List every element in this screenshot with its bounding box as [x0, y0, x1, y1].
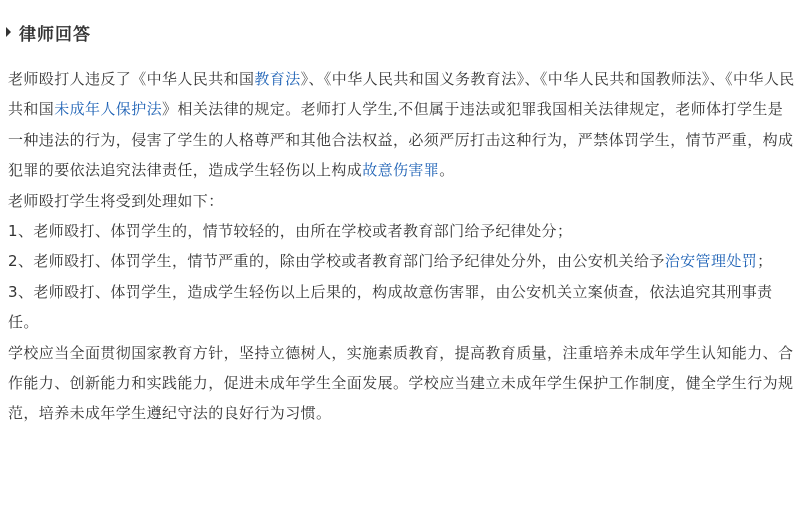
link-education-law[interactable]: 教育法 [254, 70, 301, 88]
paragraph-handling-intro: 老师殴打学生将受到处理如下： [8, 191, 224, 210]
link-intentional-injury[interactable]: 故意伤害罪 [362, 161, 440, 180]
section-header [6, 18, 91, 46]
link-minor-protection-law[interactable]: 未成年人保护法 [54, 100, 163, 119]
paragraph-item-3: 3、老师殴打、体罚学生，造成学生轻伤以上后果的，构成故意伤害罪，由公安机关立案侦查，依法追究其刑事责任。 [8, 282, 773, 332]
link-public-security-penalty[interactable]: 治安管理处罚 [664, 252, 758, 271]
paragraph-item-2 [8, 246, 798, 276]
caret-right-icon [6, 27, 11, 37]
text-segment: ； [757, 252, 773, 271]
text-segment: 老师殴打人违反了《中华人民共和国 [8, 70, 255, 88]
section-title: 律师回答 [19, 24, 91, 45]
answer-content [8, 64, 798, 429]
paragraph-item-1: 1、老师殴打、体罚学生的，情节较轻的，由所在学校或者教育部门给予纪律处分； [8, 222, 573, 241]
text-segment: 》相关法律的规定。老师打人学生,不但属于违法或犯罪我国相关法律规定，老师体打学生是一种违法的行为，侵害了学生的人格尊严和其他合法权益，必须严厉打击这种行为，严禁体罚学生，情节严重，构成犯罪的要依法追究法律责任，造成学生轻伤以上构成 [8, 100, 794, 180]
text-segment: 2、老师殴打、体罚学生，情节严重的，除由学校或者教育部门给予纪律处分外，由公安机关给予 [8, 252, 665, 271]
text-segment: 。 [439, 161, 455, 180]
text-segment: 》、《中华人民共和国义务教育法》、《中华人民共和国教师法》、《中华人民共和国 [8, 70, 795, 119]
paragraph-intro [8, 64, 798, 186]
paragraph-school-duty: 学校应当全面贯彻国家教育方针，坚持立德树人，实施素质教育，提高教育质量，注重培养未成年学生认知能力、合作能力、创新能力和实践能力，促进未成年学生全面发展。学校应当建立未成年学生保护工作制度，健全学生行为规范，培养未成年学生遵纪守法的良好行为习惯。 [8, 343, 794, 423]
